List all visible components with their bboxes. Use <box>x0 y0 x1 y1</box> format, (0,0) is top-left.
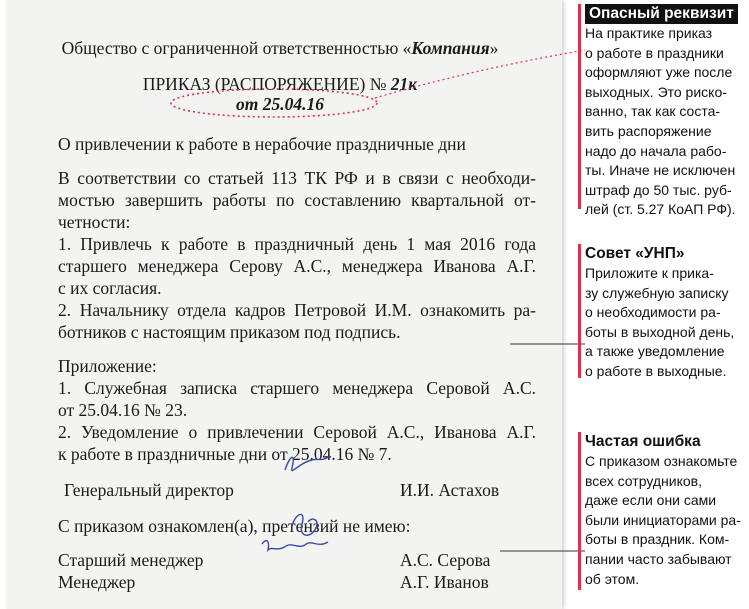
note-line: лей (ст. 5.27 КоАП РФ). <box>585 201 736 218</box>
item1-line: старшего менеджера Серову А.С., менеджера Иванова А.Г. <box>58 256 536 276</box>
note-line: оформляют уже после <box>585 64 733 81</box>
note-line: штраф до 50 тыс. руб- <box>585 181 732 198</box>
note-title: Совет «УНП» <box>585 245 685 262</box>
basis-line: четности: <box>58 212 131 232</box>
note-line: а также уведомление <box>585 343 725 360</box>
employee1-signature <box>292 514 317 535</box>
note-line: о работе в выходные. <box>585 362 727 379</box>
note-common-mistake <box>585 432 745 589</box>
note-advice <box>585 244 745 382</box>
note-line: даже если они сами <box>585 492 717 509</box>
appendix-line: 2. Уведомление о привлечении Серовой А.С., Иванова А.Г. <box>58 422 536 442</box>
basis-line: мостью завершить работы по составлению квартальной от- <box>58 190 536 210</box>
order-date: от 25.04.16 <box>236 94 324 114</box>
note-line: надо до начала рабо- <box>585 142 727 159</box>
note-line: ванно, так как соста- <box>585 103 721 120</box>
note-line: о необходимости ра- <box>585 304 721 321</box>
note-title: Опасный реквизит <box>585 4 738 24</box>
appendix-line: к работе в праздничные дни от 25.04.16 № 7. <box>58 444 392 464</box>
employee2-signature <box>262 541 328 550</box>
employee-name: А.Г. Иванов <box>400 572 489 592</box>
item2-line: ботников с настоящим приказом под подпись. <box>58 322 401 342</box>
note-line: На практике приказ <box>585 25 713 41</box>
note-text <box>585 452 745 589</box>
note-line: о работе в праздники <box>585 44 724 61</box>
acknowledgement-line: С приказом ознакомлен(а), претензий не имею: <box>58 516 411 536</box>
order-subject: О привлечении к работе в нерабочие праздничные дни <box>58 134 466 154</box>
director-title: Генеральный директор <box>64 480 234 500</box>
note-line: вить распоряжение <box>585 122 712 139</box>
order-title: ПРИКАЗ (РАСПОРЯЖЕНИЕ) № <box>142 74 387 94</box>
accent-bar-advice <box>578 244 581 378</box>
note-line: выходных. Это риско- <box>585 83 727 100</box>
note-line: пании часто забывают <box>585 550 732 567</box>
employee-name: А.С. Серова <box>400 550 491 570</box>
note-line: С приказом ознакомьте <box>585 453 738 469</box>
item1-line: с их согласия. <box>58 278 162 298</box>
item2-line: 2. Начальнику отдела кадров Петровой И.М. ознакомить ра- <box>58 300 536 320</box>
director-name: И.И. Астахов <box>400 480 500 500</box>
accent-bar-dangerous <box>578 4 581 209</box>
appendix-line: 1. Служебная записка старшего менеджера Серовой А.С. <box>58 378 536 398</box>
company-name: Компания <box>411 38 490 58</box>
note-line: боты в праздник. Ком- <box>585 531 730 548</box>
note-line: всех сотрудников, <box>585 472 702 489</box>
note-line: зу служебную записку <box>585 284 729 301</box>
note-line: Приложите к прика- <box>585 265 714 281</box>
order-number: 21к <box>390 74 418 94</box>
date-highlight-ellipse <box>171 89 377 117</box>
note-text <box>585 264 745 382</box>
employee-position: Менеджер <box>58 572 136 592</box>
note-line: боты в выходной день, <box>585 323 735 340</box>
appendix-line: от 25.04.16 № 23. <box>58 400 188 420</box>
company-suffix: » <box>489 38 499 58</box>
note-line: об этом. <box>585 570 640 587</box>
director-signature <box>285 456 330 470</box>
accent-bar-mistake <box>578 432 581 590</box>
employee-position: Старший менеджер <box>58 550 204 570</box>
note-line: ты. Иначе не исключен <box>585 162 736 179</box>
basis-line: В соответствии со статьей 113 ТК РФ и в связи с необходи- <box>58 168 536 188</box>
note-title: Частая ошибка <box>585 433 701 450</box>
note-line: были инициаторами ра- <box>585 511 741 528</box>
note-text <box>585 24 745 220</box>
company-prefix: Общество с ограниченной ответственностью « <box>61 38 412 58</box>
item1-line: 1. Привлечь к работе в праздничный день 1 мая 2016 года <box>58 234 536 254</box>
note-dangerous-attribute <box>585 4 745 220</box>
connector-line-dangerous <box>375 50 585 98</box>
appendix-title: Приложение: <box>58 356 157 376</box>
